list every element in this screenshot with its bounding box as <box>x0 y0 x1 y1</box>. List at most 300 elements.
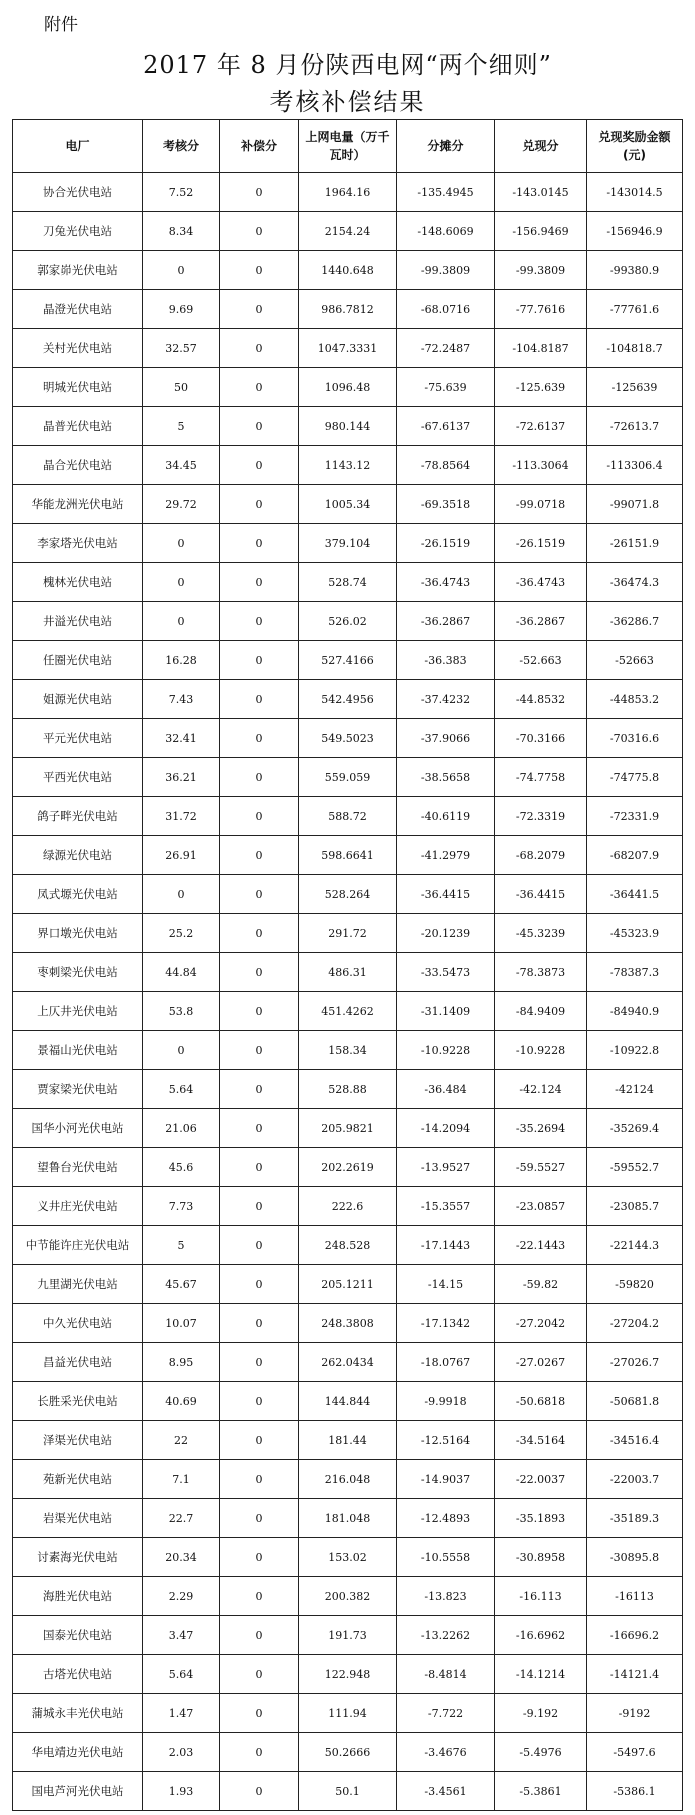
grid-energy-cell: 486.31 <box>299 953 397 992</box>
allocation-score-cell: -9.9918 <box>397 1382 495 1421</box>
grid-energy-cell: 1005.34 <box>299 485 397 524</box>
table-body <box>13 173 683 1811</box>
grid-energy-cell: 202.2619 <box>299 1148 397 1187</box>
plant-name-cell: 贾家梁光伏电站 <box>13 1070 143 1109</box>
allocation-score-cell: -148.6069 <box>397 212 495 251</box>
table-row <box>13 1304 683 1343</box>
table-row <box>13 485 683 524</box>
reward-amount-cell: -113306.4 <box>587 446 683 485</box>
reward-amount-cell: -44853.2 <box>587 680 683 719</box>
table-row <box>13 524 683 563</box>
plant-name-cell: 国华小河光伏电站 <box>13 1109 143 1148</box>
reward-amount-cell: -99380.9 <box>587 251 683 290</box>
reward-amount-cell: -22003.7 <box>587 1460 683 1499</box>
compensation-score-cell: 0 <box>220 797 299 836</box>
allocation-score-cell: -31.1409 <box>397 992 495 1031</box>
allocation-score-cell: -13.9527 <box>397 1148 495 1187</box>
compensation-score-cell: 0 <box>220 1226 299 1265</box>
assessment-score-cell: 7.1 <box>143 1460 220 1499</box>
compensation-score-cell: 0 <box>220 485 299 524</box>
compensation-score-cell: 0 <box>220 1499 299 1538</box>
grid-energy-cell: 980.144 <box>299 407 397 446</box>
assessment-score-cell: 7.43 <box>143 680 220 719</box>
reward-amount-cell: -27026.7 <box>587 1343 683 1382</box>
allocation-score-cell: -17.1443 <box>397 1226 495 1265</box>
assessment-score-cell: 22.7 <box>143 1499 220 1538</box>
allocation-score-cell: -75.639 <box>397 368 495 407</box>
allocation-score-cell: -3.4676 <box>397 1733 495 1772</box>
grid-energy-cell: 528.264 <box>299 875 397 914</box>
settlement-score-cell: -22.0037 <box>495 1460 587 1499</box>
allocation-score-cell: -33.5473 <box>397 953 495 992</box>
plant-name-cell: 中久光伏电站 <box>13 1304 143 1343</box>
plant-name-cell: 关村光伏电站 <box>13 329 143 368</box>
allocation-score-cell: -3.4561 <box>397 1772 495 1811</box>
settlement-score-cell: -9.192 <box>495 1694 587 1733</box>
table-row <box>13 1733 683 1772</box>
settlement-score-cell: -22.1443 <box>495 1226 587 1265</box>
allocation-score-cell: -67.6137 <box>397 407 495 446</box>
grid-energy-cell: 542.4956 <box>299 680 397 719</box>
compensation-score-cell: 0 <box>220 1265 299 1304</box>
assessment-score-cell: 0 <box>143 875 220 914</box>
grid-energy-cell: 528.88 <box>299 1070 397 1109</box>
grid-energy-cell: 248.3808 <box>299 1304 397 1343</box>
settlement-score-cell: -70.3166 <box>495 719 587 758</box>
allocation-score-cell: -135.4945 <box>397 173 495 212</box>
reward-amount-cell: -72331.9 <box>587 797 683 836</box>
table-header-row <box>13 120 683 173</box>
plant-name-cell: 槐林光伏电站 <box>13 563 143 602</box>
settlement-score-cell: -74.7758 <box>495 758 587 797</box>
table-row <box>13 1421 683 1460</box>
compensation-score-cell: 0 <box>220 407 299 446</box>
table-row <box>13 212 683 251</box>
settlement-score-cell: -36.2867 <box>495 602 587 641</box>
settlement-score-cell: -113.3064 <box>495 446 587 485</box>
reward-amount-cell: -36474.3 <box>587 563 683 602</box>
plant-name-cell: 姐源光伏电站 <box>13 680 143 719</box>
plant-name-cell: 华能龙洲光伏电站 <box>13 485 143 524</box>
plant-name-cell: 上仄井光伏电站 <box>13 992 143 1031</box>
plant-name-cell: 晶普光伏电站 <box>13 407 143 446</box>
table-row <box>13 446 683 485</box>
table-row <box>13 797 683 836</box>
plant-name-cell: 华电靖边光伏电站 <box>13 1733 143 1772</box>
settlement-score-cell: -99.0718 <box>495 485 587 524</box>
plant-name-cell: 蒲城永丰光伏电站 <box>13 1694 143 1733</box>
compensation-score-cell: 0 <box>220 758 299 797</box>
grid-energy-cell: 528.74 <box>299 563 397 602</box>
settlement-score-cell: -44.8532 <box>495 680 587 719</box>
plant-name-cell: 苑新光伏电站 <box>13 1460 143 1499</box>
grid-energy-cell: 111.94 <box>299 1694 397 1733</box>
plant-name-cell: 海胜光伏电站 <box>13 1577 143 1616</box>
header-allocation-score: 分摊分 <box>397 120 495 173</box>
table-row <box>13 641 683 680</box>
settlement-score-cell: -52.663 <box>495 641 587 680</box>
compensation-score-cell: 0 <box>220 680 299 719</box>
allocation-score-cell: -8.4814 <box>397 1655 495 1694</box>
reward-amount-cell: -125639 <box>587 368 683 407</box>
plant-name-cell: 协合光伏电站 <box>13 173 143 212</box>
table-row <box>13 992 683 1031</box>
grid-energy-cell: 205.1211 <box>299 1265 397 1304</box>
reward-amount-cell: -50681.8 <box>587 1382 683 1421</box>
grid-energy-cell: 158.34 <box>299 1031 397 1070</box>
allocation-score-cell: -40.6119 <box>397 797 495 836</box>
grid-energy-cell: 549.5023 <box>299 719 397 758</box>
compensation-score-cell: 0 <box>220 173 299 212</box>
allocation-score-cell: -36.4415 <box>397 875 495 914</box>
attachment-label: 附件 <box>44 15 78 35</box>
table-row <box>13 368 683 407</box>
settlement-score-cell: -156.9469 <box>495 212 587 251</box>
settlement-score-cell: -59.82 <box>495 1265 587 1304</box>
allocation-score-cell: -20.1239 <box>397 914 495 953</box>
compensation-score-cell: 0 <box>220 1616 299 1655</box>
allocation-score-cell: -26.1519 <box>397 524 495 563</box>
plant-name-cell: 井溢光伏电站 <box>13 602 143 641</box>
compensation-score-cell: 0 <box>220 1772 299 1811</box>
compensation-score-cell: 0 <box>220 1187 299 1226</box>
grid-energy-cell: 216.048 <box>299 1460 397 1499</box>
plant-name-cell: 郭家峁光伏电站 <box>13 251 143 290</box>
plant-name-cell: 长胜采光伏电站 <box>13 1382 143 1421</box>
assessment-score-cell: 0 <box>143 524 220 563</box>
assessment-score-cell: 0 <box>143 602 220 641</box>
assessment-score-cell: 7.73 <box>143 1187 220 1226</box>
assessment-score-cell: 32.57 <box>143 329 220 368</box>
grid-energy-cell: 526.02 <box>299 602 397 641</box>
grid-energy-cell: 50.1 <box>299 1772 397 1811</box>
plant-name-cell: 平西光伏电站 <box>13 758 143 797</box>
assessment-score-cell: 34.45 <box>143 446 220 485</box>
settlement-score-cell: -35.2694 <box>495 1109 587 1148</box>
grid-energy-cell: 153.02 <box>299 1538 397 1577</box>
settlement-score-cell: -68.2079 <box>495 836 587 875</box>
plant-name-cell: 任圈光伏电站 <box>13 641 143 680</box>
compensation-score-cell: 0 <box>220 992 299 1031</box>
compensation-score-cell: 0 <box>220 446 299 485</box>
grid-energy-cell: 451.4262 <box>299 992 397 1031</box>
compensation-score-cell: 0 <box>220 1070 299 1109</box>
allocation-score-cell: -72.2487 <box>397 329 495 368</box>
settlement-score-cell: -77.7616 <box>495 290 587 329</box>
assessment-score-cell: 2.03 <box>143 1733 220 1772</box>
reward-amount-cell: -70316.6 <box>587 719 683 758</box>
plant-name-cell: 国电芦河光伏电站 <box>13 1772 143 1811</box>
settlement-score-cell: -42.124 <box>495 1070 587 1109</box>
grid-energy-cell: 181.44 <box>299 1421 397 1460</box>
grid-energy-cell: 1047.3331 <box>299 329 397 368</box>
plant-name-cell: 古塔光伏电站 <box>13 1655 143 1694</box>
plant-name-cell: 望鲁台光伏电站 <box>13 1148 143 1187</box>
table-row <box>13 719 683 758</box>
assessment-score-cell: 5.64 <box>143 1655 220 1694</box>
table-row <box>13 1343 683 1382</box>
assessment-score-cell: 5 <box>143 1226 220 1265</box>
reward-amount-cell: -26151.9 <box>587 524 683 563</box>
settlement-score-cell: -104.8187 <box>495 329 587 368</box>
grid-energy-cell: 986.7812 <box>299 290 397 329</box>
assessment-score-cell: 1.47 <box>143 1694 220 1733</box>
plant-name-cell: 平元光伏电站 <box>13 719 143 758</box>
settlement-score-cell: -36.4415 <box>495 875 587 914</box>
reward-amount-cell: -59820 <box>587 1265 683 1304</box>
reward-amount-cell: -30895.8 <box>587 1538 683 1577</box>
reward-amount-cell: -78387.3 <box>587 953 683 992</box>
reward-amount-cell: -27204.2 <box>587 1304 683 1343</box>
compensation-score-cell: 0 <box>220 1460 299 1499</box>
assessment-score-cell: 3.47 <box>143 1616 220 1655</box>
reward-amount-cell: -35269.4 <box>587 1109 683 1148</box>
assessment-score-cell: 22 <box>143 1421 220 1460</box>
table-row <box>13 1382 683 1421</box>
settlement-score-cell: -99.3809 <box>495 251 587 290</box>
settlement-score-cell: -72.3319 <box>495 797 587 836</box>
reward-amount-cell: -14121.4 <box>587 1655 683 1694</box>
table-row <box>13 1265 683 1304</box>
table-row <box>13 290 683 329</box>
grid-energy-cell: 144.844 <box>299 1382 397 1421</box>
grid-energy-cell: 200.382 <box>299 1577 397 1616</box>
assessment-score-cell: 26.91 <box>143 836 220 875</box>
grid-energy-cell: 222.6 <box>299 1187 397 1226</box>
compensation-score-cell: 0 <box>220 1031 299 1070</box>
assessment-score-cell: 0 <box>143 1031 220 1070</box>
document-subtitle: 考核补偿结果 <box>269 88 426 116</box>
allocation-score-cell: -13.2262 <box>397 1616 495 1655</box>
reward-amount-cell: -34516.4 <box>587 1421 683 1460</box>
reward-amount-cell: -16113 <box>587 1577 683 1616</box>
settlement-score-cell: -14.1214 <box>495 1655 587 1694</box>
reward-amount-cell: -5497.6 <box>587 1733 683 1772</box>
reward-amount-cell: -104818.7 <box>587 329 683 368</box>
compensation-score-cell: 0 <box>220 1382 299 1421</box>
reward-amount-cell: -5386.1 <box>587 1772 683 1811</box>
settlement-score-cell: -30.8958 <box>495 1538 587 1577</box>
compensation-score-cell: 0 <box>220 1109 299 1148</box>
settlement-score-cell: -78.3873 <box>495 953 587 992</box>
reward-amount-cell: -52663 <box>587 641 683 680</box>
plant-name-cell: 义井庄光伏电站 <box>13 1187 143 1226</box>
table-row <box>13 1031 683 1070</box>
settlement-score-cell: -26.1519 <box>495 524 587 563</box>
plant-name-cell: 枣刺梁光伏电站 <box>13 953 143 992</box>
allocation-score-cell: -17.1342 <box>397 1304 495 1343</box>
settlement-score-cell: -59.5527 <box>495 1148 587 1187</box>
compensation-score-cell: 0 <box>220 524 299 563</box>
allocation-score-cell: -14.15 <box>397 1265 495 1304</box>
table-row <box>13 836 683 875</box>
assessment-score-cell: 21.06 <box>143 1109 220 1148</box>
plant-name-cell: 李家塔光伏电站 <box>13 524 143 563</box>
reward-amount-cell: -16696.2 <box>587 1616 683 1655</box>
assessment-score-cell: 0 <box>143 251 220 290</box>
grid-energy-cell: 527.4166 <box>299 641 397 680</box>
grid-energy-cell: 122.948 <box>299 1655 397 1694</box>
allocation-score-cell: -36.4743 <box>397 563 495 602</box>
plant-name-cell: 晶澄光伏电站 <box>13 290 143 329</box>
reward-amount-cell: -10922.8 <box>587 1031 683 1070</box>
assessment-score-cell: 7.52 <box>143 173 220 212</box>
grid-energy-cell: 181.048 <box>299 1499 397 1538</box>
compensation-score-cell: 0 <box>220 719 299 758</box>
table-row <box>13 758 683 797</box>
allocation-score-cell: -15.3557 <box>397 1187 495 1226</box>
assessment-score-cell: 53.8 <box>143 992 220 1031</box>
grid-energy-cell: 598.6641 <box>299 836 397 875</box>
plant-name-cell: 凤式塬光伏电站 <box>13 875 143 914</box>
compensation-score-cell: 0 <box>220 1694 299 1733</box>
grid-energy-cell: 50.2666 <box>299 1733 397 1772</box>
compensation-score-cell: 0 <box>220 641 299 680</box>
grid-energy-cell: 1096.48 <box>299 368 397 407</box>
allocation-score-cell: -38.5658 <box>397 758 495 797</box>
table-row <box>13 1655 683 1694</box>
plant-name-cell: 绿源光伏电站 <box>13 836 143 875</box>
assessment-score-cell: 10.07 <box>143 1304 220 1343</box>
allocation-score-cell: -68.0716 <box>397 290 495 329</box>
assessment-score-cell: 0 <box>143 563 220 602</box>
compensation-score-cell: 0 <box>220 1577 299 1616</box>
results-table <box>12 119 683 1811</box>
settlement-score-cell: -34.5164 <box>495 1421 587 1460</box>
compensation-score-cell: 0 <box>220 1148 299 1187</box>
table-row <box>13 680 683 719</box>
table-row <box>13 914 683 953</box>
assessment-score-cell: 44.84 <box>143 953 220 992</box>
reward-amount-cell: -156946.9 <box>587 212 683 251</box>
plant-name-cell: 景福山光伏电站 <box>13 1031 143 1070</box>
grid-energy-cell: 191.73 <box>299 1616 397 1655</box>
allocation-score-cell: -12.4893 <box>397 1499 495 1538</box>
plant-name-cell: 泽渠光伏电站 <box>13 1421 143 1460</box>
settlement-score-cell: -143.0145 <box>495 173 587 212</box>
reward-amount-cell: -23085.7 <box>587 1187 683 1226</box>
assessment-score-cell: 32.41 <box>143 719 220 758</box>
assessment-score-cell: 8.34 <box>143 212 220 251</box>
assessment-score-cell: 1.93 <box>143 1772 220 1811</box>
assessment-score-cell: 9.69 <box>143 290 220 329</box>
table-row <box>13 407 683 446</box>
compensation-score-cell: 0 <box>220 1733 299 1772</box>
plant-name-cell: 晶合光伏电站 <box>13 446 143 485</box>
table-row <box>13 329 683 368</box>
grid-energy-cell: 248.528 <box>299 1226 397 1265</box>
table-row <box>13 1187 683 1226</box>
grid-energy-cell: 1440.648 <box>299 251 397 290</box>
grid-energy-cell: 262.0434 <box>299 1343 397 1382</box>
plant-name-cell: 九里湖光伏电站 <box>13 1265 143 1304</box>
compensation-score-cell: 0 <box>220 368 299 407</box>
assessment-score-cell: 45.67 <box>143 1265 220 1304</box>
grid-energy-cell: 559.059 <box>299 758 397 797</box>
compensation-score-cell: 0 <box>220 1421 299 1460</box>
compensation-score-cell: 0 <box>220 602 299 641</box>
reward-amount-cell: -84940.9 <box>587 992 683 1031</box>
plant-name-cell: 中节能许庄光伏电站 <box>13 1226 143 1265</box>
table-row <box>13 1577 683 1616</box>
settlement-score-cell: -5.3861 <box>495 1772 587 1811</box>
reward-amount-cell: -72613.7 <box>587 407 683 446</box>
allocation-score-cell: -7.722 <box>397 1694 495 1733</box>
table-row <box>13 1148 683 1187</box>
allocation-score-cell: -69.3518 <box>397 485 495 524</box>
assessment-score-cell: 25.2 <box>143 914 220 953</box>
assessment-score-cell: 5 <box>143 407 220 446</box>
table-row <box>13 1109 683 1148</box>
allocation-score-cell: -37.9066 <box>397 719 495 758</box>
assessment-score-cell: 5.64 <box>143 1070 220 1109</box>
allocation-score-cell: -36.2867 <box>397 602 495 641</box>
allocation-score-cell: -12.5164 <box>397 1421 495 1460</box>
plant-name-cell: 讨素海光伏电站 <box>13 1538 143 1577</box>
table-row <box>13 1538 683 1577</box>
reward-amount-cell: -68207.9 <box>587 836 683 875</box>
grid-energy-cell: 1964.16 <box>299 173 397 212</box>
allocation-score-cell: -13.823 <box>397 1577 495 1616</box>
header-plant: 电厂 <box>13 120 143 173</box>
assessment-score-cell: 31.72 <box>143 797 220 836</box>
assessment-score-cell: 8.95 <box>143 1343 220 1382</box>
allocation-score-cell: -10.5558 <box>397 1538 495 1577</box>
compensation-score-cell: 0 <box>220 1304 299 1343</box>
assessment-score-cell: 29.72 <box>143 485 220 524</box>
compensation-score-cell: 0 <box>220 914 299 953</box>
plant-name-cell: 明城光伏电站 <box>13 368 143 407</box>
header-assessment-score: 考核分 <box>143 120 220 173</box>
settlement-score-cell: -35.1893 <box>495 1499 587 1538</box>
grid-energy-cell: 205.9821 <box>299 1109 397 1148</box>
table-row <box>13 1499 683 1538</box>
plant-name-cell: 鸽子畔光伏电站 <box>13 797 143 836</box>
assessment-score-cell: 45.6 <box>143 1148 220 1187</box>
allocation-score-cell: -10.9228 <box>397 1031 495 1070</box>
plant-name-cell: 刀兔光伏电站 <box>13 212 143 251</box>
table-row <box>13 953 683 992</box>
table-row <box>13 602 683 641</box>
compensation-score-cell: 0 <box>220 563 299 602</box>
grid-energy-cell: 291.72 <box>299 914 397 953</box>
reward-amount-cell: -99071.8 <box>587 485 683 524</box>
header-settlement-score: 兑现分 <box>495 120 587 173</box>
assessment-score-cell: 20.34 <box>143 1538 220 1577</box>
reward-amount-cell: -36441.5 <box>587 875 683 914</box>
settlement-score-cell: -16.113 <box>495 1577 587 1616</box>
reward-amount-cell: -22144.3 <box>587 1226 683 1265</box>
grid-energy-cell: 2154.24 <box>299 212 397 251</box>
reward-amount-cell: -77761.6 <box>587 290 683 329</box>
assessment-score-cell: 50 <box>143 368 220 407</box>
table-row <box>13 1070 683 1109</box>
settlement-score-cell: -36.4743 <box>495 563 587 602</box>
reward-amount-cell: -143014.5 <box>587 173 683 212</box>
assessment-score-cell: 40.69 <box>143 1382 220 1421</box>
settlement-score-cell: -84.9409 <box>495 992 587 1031</box>
compensation-score-cell: 0 <box>220 212 299 251</box>
reward-amount-cell: -36286.7 <box>587 602 683 641</box>
allocation-score-cell: -99.3809 <box>397 251 495 290</box>
header-reward-amount: 兑现奖励金额(元) <box>587 120 683 173</box>
allocation-score-cell: -36.383 <box>397 641 495 680</box>
allocation-score-cell: -14.2094 <box>397 1109 495 1148</box>
table-row <box>13 563 683 602</box>
settlement-score-cell: -10.9228 <box>495 1031 587 1070</box>
compensation-score-cell: 0 <box>220 290 299 329</box>
compensation-score-cell: 0 <box>220 1343 299 1382</box>
